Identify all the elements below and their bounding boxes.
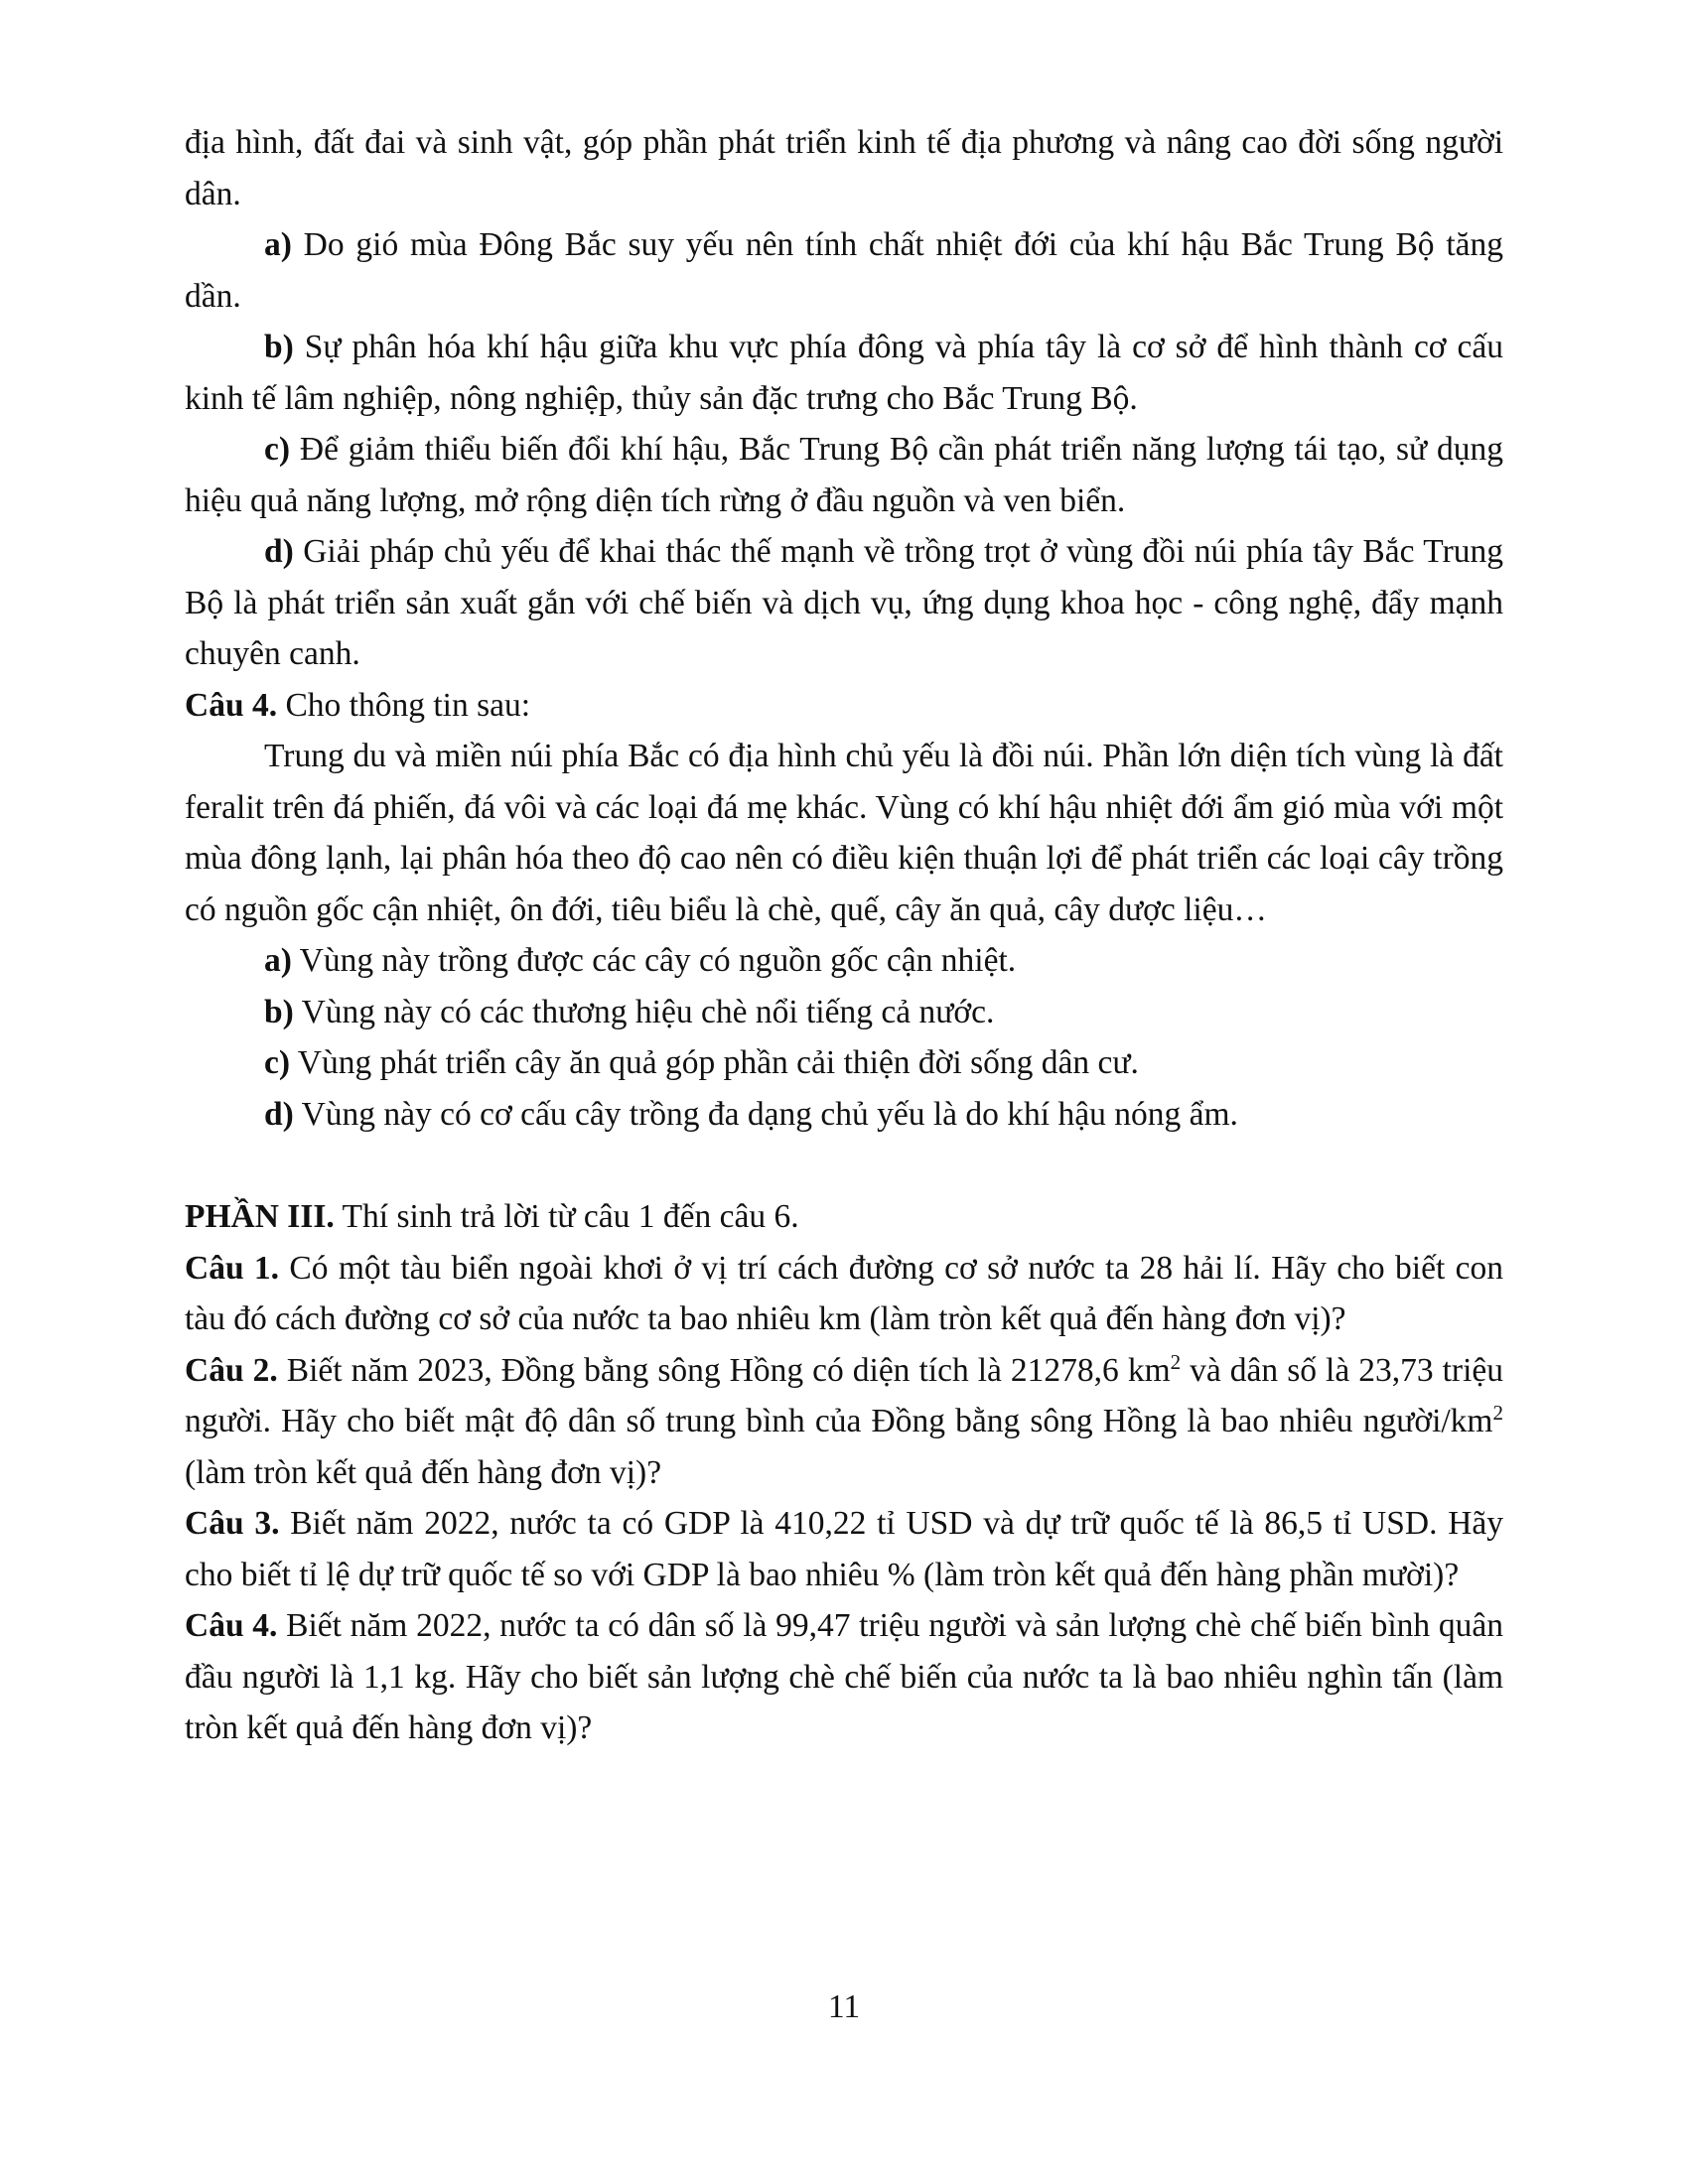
option-text: Do gió mùa Đông Bắc suy yếu nên tính chất nhiệt đới của khí hậu Bắc Trung Bộ tăng dần. <box>185 226 1503 315</box>
question-text: Biết năm 2022, nước ta có dân số là 99,47 triệu người và sản lượng chè chế biến bình quân đầu người là 1,1 kg. Hãy cho biết sản lượng chè chế biến của nước ta là bao nhiêu nghìn tấn (làm tròn kết quả đến hàng đơn vị)? <box>185 1607 1503 1746</box>
section-spacer <box>185 1140 1503 1191</box>
question-label: Câu 4. <box>185 1607 278 1644</box>
option-label: b) <box>264 993 294 1030</box>
option-label: d) <box>264 533 294 570</box>
document-page <box>185 117 1503 1754</box>
option-text: Vùng này có cơ cấu cây trồng đa dạng chủ yếu là do khí hậu nóng ẩm. <box>293 1095 1238 1133</box>
option-text: Vùng phát triển cây ăn quả góp phần cải thiện đời sống dân cư. <box>290 1044 1139 1081</box>
question-text: Biết năm 2023, Đồng bằng sông Hồng có diện tích là 21278,6 km <box>277 1351 1171 1389</box>
paragraph-continuation: địa hình, đất đai và sinh vật, góp phần phát triển kinh tế địa phương và nâng cao đời sống người dân. <box>185 124 1503 212</box>
question-4-heading <box>185 680 1503 732</box>
part-instruction: Thí sinh trả lời từ câu 1 đến câu 6. <box>334 1198 799 1235</box>
option-text: Vùng này trồng được các cây có nguồn gốc cận nhiệt. <box>291 942 1017 979</box>
part3-question-2 <box>185 1345 1503 1499</box>
option-label: c) <box>264 431 291 468</box>
question-label: Câu 3. <box>185 1505 280 1542</box>
question-label: Câu 1. <box>185 1249 280 1287</box>
q4-option-a <box>185 935 1503 987</box>
question-text: và dân số là 23,73 triệu người. Hãy cho biết mật độ dân số trung bình của Đồng bằng sông Hồng là bao nhiêu người/km <box>185 1351 1504 1439</box>
q4-option-c <box>185 1037 1503 1089</box>
part-3-heading <box>185 1191 1503 1243</box>
part3-question-3 <box>185 1498 1503 1600</box>
option-d <box>185 526 1503 680</box>
question-label: Câu 2. <box>185 1351 278 1389</box>
question-text: Có một tàu biển ngoài khơi ở vị trí cách đường cơ sở nước ta 28 hải lí. Hãy cho biết con tàu đó cách đường cơ sở của nước ta bao nhiêu km (làm tròn kết quả đến hàng đơn vị)? <box>185 1249 1503 1337</box>
question-text: (làm tròn kết quả đến hàng đơn vị)? <box>185 1453 662 1491</box>
option-c <box>185 424 1503 526</box>
question-text: Biết năm 2022, nước ta có GDP là 410,22 tỉ USD và dự trữ quốc tế là 86,5 tỉ USD. Hãy cho biết tỉ lệ dự trữ quốc tế so với GDP là bao nhiêu % (làm tròn kết quả đến hàng phần mười)? <box>185 1505 1503 1593</box>
question-4-passage: Trung du và miền núi phía Bắc có địa hình chủ yếu là đồi núi. Phần lớn diện tích vùng là đất feralit trên đá phiến, đá vôi và các loại đá mẹ khác. Vùng có khí hậu nhiệt đới ẩm gió mùa với một mùa đông lạnh, lại phân hóa theo độ cao nên có điều kiện thuận lợi để phát triển các loại cây trồng có nguồn gốc cận nhiệt, ôn đới, tiêu biểu là chè, quế, cây ăn quả, cây dược liệu… <box>185 738 1503 928</box>
question-label: Câu 4. <box>185 686 278 724</box>
part-label: PHẦN III. <box>185 1198 335 1235</box>
option-text: Để giảm thiểu biến đổi khí hậu, Bắc Trung Bộ cần phát triển năng lượng tái tạo, sử dụng hiệu quả năng lượng, mở rộng diện tích rừng ở đầu nguồn và ven biển. <box>185 431 1503 519</box>
superscript: 2 <box>1170 1349 1182 1374</box>
option-label: b) <box>264 329 294 365</box>
option-label: a) <box>264 226 292 263</box>
option-label: c) <box>264 1044 291 1081</box>
part3-question-1 <box>185 1243 1503 1345</box>
q4-option-b <box>185 987 1503 1038</box>
option-b <box>185 322 1503 424</box>
q4-option-d <box>185 1089 1503 1141</box>
option-text: Sự phân hóa khí hậu giữa khu vực phía đông và phía tây là cơ sở để hình thành cơ cấu kinh tế lâm nghiệp, nông nghiệp, thủy sản đặc trưng cho Bắc Trung Bộ. <box>185 329 1503 417</box>
page-number: 11 <box>827 1988 861 2025</box>
option-text: Giải pháp chủ yếu để khai thác thế mạnh về trồng trọt ở vùng đồi núi phía tây Bắc Trung Bộ là phát triển sản xuất gắn với chế biến và dịch vụ, ứng dụng khoa học - công nghệ, đẩy mạnh chuyên canh. <box>185 533 1503 672</box>
option-a <box>185 219 1503 322</box>
option-label: a) <box>264 942 292 979</box>
part3-question-4 <box>185 1600 1503 1754</box>
superscript: 2 <box>1492 1400 1503 1425</box>
question-prompt: Cho thông tin sau: <box>277 686 531 724</box>
option-label: d) <box>264 1095 294 1133</box>
option-text: Vùng này có các thương hiệu chè nổi tiếng cả nước. <box>293 993 995 1030</box>
